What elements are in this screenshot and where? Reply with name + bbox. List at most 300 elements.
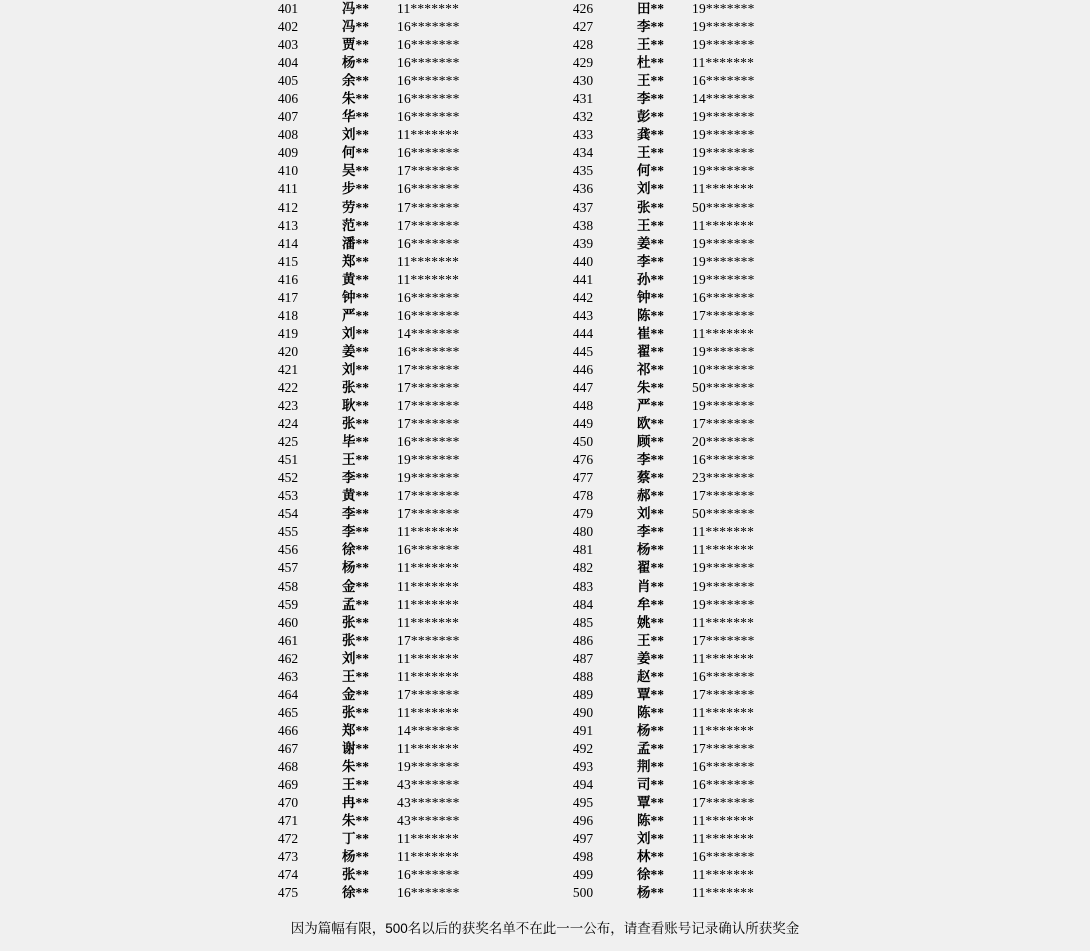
- name-cell-left: 李**: [342, 506, 369, 522]
- name-cell-right: 荆**: [637, 758, 664, 774]
- account-cell-left: 17*******: [397, 361, 460, 377]
- rank-cell-right: 429: [572, 55, 594, 71]
- account-cell-right: 11*******: [692, 542, 755, 558]
- rank-cell-right: 481: [572, 542, 594, 558]
- rank-cell-left: 417: [277, 289, 299, 305]
- account-cell-left: 16*******: [397, 289, 460, 305]
- table-row: [258, 848, 832, 866]
- table-row: [258, 289, 832, 307]
- column-gap: [537, 758, 553, 776]
- name-cell-right: 田**: [637, 1, 664, 17]
- rank-cell-left: 471: [277, 813, 299, 829]
- account-cell-left: 11*******: [397, 1, 460, 17]
- name-cell-right: 蔡**: [637, 470, 664, 486]
- name-cell-right: 陈**: [637, 307, 664, 323]
- account-cell-left: 17*******: [397, 163, 460, 179]
- account-cell-right: 19*******: [692, 253, 755, 269]
- column-gap: [537, 361, 553, 379]
- account-cell-right: 19*******: [692, 1, 755, 17]
- table-row: [258, 632, 832, 650]
- name-cell-left: 张**: [342, 867, 369, 883]
- account-cell-right: 16*******: [692, 668, 755, 684]
- column-gap: [537, 433, 553, 451]
- rank-cell-left: 456: [277, 542, 299, 558]
- account-cell-left: 16*******: [397, 434, 460, 450]
- table-row: [258, 0, 832, 18]
- account-cell-left: 11*******: [397, 127, 460, 143]
- name-cell-right: 杨**: [637, 722, 664, 738]
- name-cell-left: 张**: [342, 614, 369, 630]
- table-row: [258, 271, 832, 289]
- account-cell-right: 11*******: [692, 704, 755, 720]
- column-gap: [537, 379, 553, 397]
- table-row: [258, 866, 832, 884]
- table-row: [258, 523, 832, 541]
- account-cell-left: 11*******: [397, 578, 460, 594]
- name-cell-right: 王**: [637, 217, 664, 233]
- column-gap: [537, 271, 553, 289]
- rank-cell-right: 491: [572, 722, 594, 738]
- table-row: [258, 180, 832, 198]
- name-cell-right: 钟**: [637, 289, 664, 305]
- rank-cell-left: 415: [277, 253, 299, 269]
- account-cell-right: 17*******: [692, 488, 755, 504]
- name-cell-right: 张**: [637, 199, 664, 215]
- name-cell-left: 刘**: [342, 361, 369, 377]
- rank-cell-left: 467: [277, 740, 299, 756]
- column-gap: [537, 596, 553, 614]
- column-gap: [537, 253, 553, 271]
- name-cell-left: 刘**: [342, 325, 369, 341]
- rank-cell-right: 500: [572, 885, 594, 901]
- account-cell-left: 11*******: [397, 740, 460, 756]
- rank-cell-left: 464: [277, 686, 299, 702]
- name-cell-left: 谢**: [342, 740, 369, 756]
- rank-cell-left: 463: [277, 668, 299, 684]
- name-cell-right: 严**: [637, 398, 664, 414]
- rank-cell-right: 493: [572, 758, 594, 774]
- rank-cell-right: 436: [572, 181, 594, 197]
- column-gap: [537, 180, 553, 198]
- account-cell-right: 50*******: [692, 380, 755, 395]
- rank-cell-right: 497: [572, 831, 594, 847]
- name-cell-left: 杨**: [342, 849, 369, 865]
- name-cell-left: 张**: [342, 704, 369, 720]
- rank-cell-right: 433: [572, 127, 594, 143]
- name-cell-right: 覃**: [637, 795, 664, 811]
- column-gap: [537, 884, 553, 902]
- name-cell-right: 姚**: [637, 614, 664, 630]
- column-gap: [537, 559, 553, 577]
- account-cell-left: 16*******: [397, 91, 460, 107]
- name-cell-right: 杨**: [637, 542, 664, 558]
- account-cell-left: 16*******: [397, 885, 460, 901]
- table-row: [258, 776, 832, 794]
- account-cell-right: 19*******: [692, 271, 755, 287]
- account-cell-left: 11*******: [397, 650, 460, 666]
- name-cell-left: 耿**: [342, 398, 369, 414]
- table-row: [258, 307, 832, 325]
- account-cell-left: 43*******: [397, 795, 460, 811]
- rank-cell-right: 440: [572, 253, 594, 269]
- account-cell-left: 16*******: [397, 181, 460, 197]
- account-cell-left: 11*******: [397, 253, 460, 269]
- name-cell-left: 潘**: [342, 235, 369, 251]
- rank-cell-left: 475: [277, 885, 299, 901]
- name-cell-left: 王**: [342, 452, 369, 468]
- table-row: [258, 253, 832, 271]
- name-cell-left: 姜**: [342, 343, 369, 359]
- rank-cell-left: 407: [277, 109, 299, 125]
- rank-cell-right: 448: [572, 398, 594, 414]
- account-cell-left: 17*******: [397, 686, 460, 702]
- rank-cell-right: 477: [572, 470, 594, 486]
- account-cell-left: 11*******: [397, 524, 460, 540]
- account-cell-right: 20*******: [692, 434, 755, 450]
- table-row: [258, 415, 832, 433]
- column-gap: [537, 307, 553, 325]
- account-cell-right: 50*******: [692, 199, 755, 215]
- name-cell-right: 翟**: [637, 560, 664, 576]
- name-cell-right: 翟**: [637, 343, 664, 359]
- name-cell-right: 司**: [637, 777, 664, 793]
- column-gap: [537, 578, 553, 596]
- account-cell-left: 11*******: [397, 849, 460, 865]
- rank-cell-right: 444: [572, 325, 594, 341]
- column-gap: [537, 397, 553, 415]
- rank-cell-left: 413: [277, 217, 299, 233]
- account-cell-right: 17*******: [692, 632, 755, 648]
- name-cell-left: 严**: [342, 307, 369, 323]
- table-row: [258, 361, 832, 379]
- column-gap: [537, 199, 553, 217]
- rank-cell-left: 418: [277, 307, 299, 323]
- name-cell-left: 王**: [342, 777, 369, 793]
- rank-cell-left: 472: [277, 831, 299, 847]
- name-cell-left: 刘**: [342, 127, 369, 143]
- name-cell-left: 刘**: [342, 650, 369, 666]
- rank-cell-left: 411: [278, 181, 298, 197]
- rank-cell-left: 423: [277, 398, 299, 414]
- account-cell-right: 11*******: [692, 813, 755, 829]
- table-row: [258, 379, 832, 397]
- column-gap: [537, 704, 553, 722]
- table-row: [258, 126, 832, 144]
- name-cell-left: 贾**: [342, 37, 369, 53]
- account-cell-right: 19*******: [692, 145, 755, 161]
- rank-cell-left: 404: [277, 55, 299, 71]
- column-gap: [537, 415, 553, 433]
- rank-cell-right: 446: [572, 361, 594, 377]
- rank-cell-right: 450: [572, 434, 594, 450]
- account-cell-right: 19*******: [692, 235, 755, 251]
- column-gap: [537, 668, 553, 686]
- account-cell-left: 17*******: [397, 416, 460, 432]
- account-cell-right: 19*******: [692, 398, 755, 414]
- table-row: [258, 108, 832, 126]
- table-row: [258, 884, 832, 902]
- account-cell-left: 16*******: [397, 109, 460, 125]
- table-row: [258, 830, 832, 848]
- rank-cell-left: 422: [277, 380, 299, 395]
- rank-cell-left: 458: [277, 578, 299, 594]
- name-cell-left: 李**: [342, 524, 369, 540]
- rank-cell-left: 474: [277, 867, 299, 883]
- name-cell-right: 姜**: [637, 235, 664, 251]
- rank-cell-right: 432: [572, 109, 594, 125]
- account-cell-left: 16*******: [397, 867, 460, 883]
- name-cell-right: 彭**: [637, 109, 664, 125]
- table-row: [258, 54, 832, 72]
- name-cell-left: 郑**: [342, 722, 369, 738]
- name-cell-right: 李**: [637, 524, 664, 540]
- account-cell-right: 11*******: [692, 722, 755, 738]
- column-gap: [537, 469, 553, 487]
- rank-cell-right: 490: [572, 704, 594, 720]
- name-cell-left: 丁**: [342, 831, 369, 847]
- column-gap: [537, 776, 553, 794]
- account-cell-left: 11*******: [397, 614, 460, 630]
- column-gap: [537, 162, 553, 180]
- name-cell-right: 李**: [637, 253, 664, 269]
- rank-cell-left: 462: [277, 650, 299, 666]
- column-gap: [537, 90, 553, 108]
- column-gap: [537, 505, 553, 523]
- account-cell-left: 14*******: [397, 325, 460, 341]
- column-gap: [537, 487, 553, 505]
- rank-cell-right: 492: [572, 740, 594, 756]
- name-cell-right: 覃**: [637, 686, 664, 702]
- name-cell-left: 张**: [342, 380, 369, 395]
- account-cell-right: 16*******: [692, 73, 755, 89]
- account-cell-right: 17*******: [692, 307, 755, 323]
- account-cell-left: 16*******: [397, 37, 460, 53]
- rank-cell-right: 427: [572, 19, 594, 35]
- account-cell-right: 19*******: [692, 578, 755, 594]
- table-row: [258, 433, 832, 451]
- name-cell-left: 冯**: [342, 1, 369, 17]
- column-gap: [537, 72, 553, 90]
- name-cell-right: 杨**: [637, 885, 664, 901]
- rank-cell-left: 469: [277, 777, 299, 793]
- table-row: [258, 812, 832, 830]
- rank-cell-right: 489: [572, 686, 594, 702]
- account-cell-left: 17*******: [397, 488, 460, 504]
- name-cell-right: 杜**: [637, 55, 664, 71]
- rank-cell-left: 421: [277, 361, 299, 377]
- rank-cell-left: 460: [277, 614, 299, 630]
- name-cell-left: 冉**: [342, 795, 369, 811]
- account-cell-left: 16*******: [397, 235, 460, 251]
- rank-cell-left: 470: [277, 795, 299, 811]
- column-gap: [537, 343, 553, 361]
- rank-cell-left: 402: [277, 19, 299, 35]
- table-row: [258, 668, 832, 686]
- account-cell-left: 16*******: [397, 343, 460, 359]
- account-cell-right: 19*******: [692, 19, 755, 35]
- table-row: [258, 162, 832, 180]
- account-cell-left: 14*******: [397, 722, 460, 738]
- account-cell-left: 43*******: [397, 777, 460, 793]
- table-row: [258, 36, 832, 54]
- name-cell-left: 朱**: [342, 758, 369, 774]
- column-gap: [537, 632, 553, 650]
- account-cell-right: 11*******: [692, 831, 755, 847]
- column-gap: [537, 614, 553, 632]
- column-gap: [537, 722, 553, 740]
- column-gap: [537, 794, 553, 812]
- rank-cell-right: 499: [572, 867, 594, 883]
- column-gap: [537, 848, 553, 866]
- rank-cell-left: 401: [277, 1, 299, 17]
- account-cell-right: 17*******: [692, 795, 755, 811]
- name-cell-right: 陈**: [637, 813, 664, 829]
- rank-cell-left: 473: [277, 849, 299, 865]
- account-cell-right: 11*******: [692, 650, 755, 666]
- table-row: [258, 541, 832, 559]
- account-cell-right: 19*******: [692, 343, 755, 359]
- name-cell-right: 龚**: [637, 127, 664, 143]
- rank-cell-right: 482: [572, 560, 594, 576]
- table-row: [258, 650, 832, 668]
- name-cell-right: 刘**: [637, 506, 664, 522]
- rank-cell-right: 441: [572, 271, 594, 287]
- rank-cell-left: 420: [277, 343, 299, 359]
- name-cell-left: 杨**: [342, 55, 369, 71]
- name-cell-right: 孟**: [637, 740, 664, 756]
- name-cell-right: 徐**: [637, 867, 664, 883]
- name-cell-right: 林**: [637, 849, 664, 865]
- name-cell-right: 肖**: [637, 578, 664, 594]
- account-cell-left: 16*******: [397, 542, 460, 558]
- table-row: [258, 144, 832, 162]
- table-row: [258, 469, 832, 487]
- table-row: [258, 704, 832, 722]
- name-cell-right: 顾**: [637, 434, 664, 450]
- name-cell-right: 牟**: [637, 596, 664, 612]
- name-cell-right: 祁**: [637, 361, 664, 377]
- column-gap: [537, 54, 553, 72]
- account-cell-right: 19*******: [692, 37, 755, 53]
- account-cell-left: 16*******: [397, 73, 460, 89]
- account-cell-right: 19*******: [692, 109, 755, 125]
- rank-cell-left: 403: [277, 37, 299, 53]
- account-cell-right: 11*******: [692, 867, 755, 883]
- table-row: [258, 614, 832, 632]
- account-cell-right: 19*******: [692, 163, 755, 179]
- column-gap: [537, 451, 553, 469]
- account-cell-left: 17*******: [397, 632, 460, 648]
- rank-cell-left: 454: [277, 506, 299, 522]
- rank-cell-left: 419: [277, 325, 299, 341]
- table-row: [258, 451, 832, 469]
- name-cell-right: 王**: [637, 632, 664, 648]
- table-row: [258, 578, 832, 596]
- name-cell-right: 崔**: [637, 325, 664, 341]
- name-cell-right: 孙**: [637, 271, 664, 287]
- rank-cell-left: 406: [277, 91, 299, 107]
- rank-cell-right: 476: [572, 452, 594, 468]
- rank-cell-right: 445: [572, 343, 594, 359]
- table-row: [258, 217, 832, 235]
- rank-cell-left: 457: [277, 560, 299, 576]
- table-row: [258, 505, 832, 523]
- name-cell-left: 冯**: [342, 19, 369, 35]
- name-cell-left: 钟**: [342, 289, 369, 305]
- column-gap: [537, 0, 553, 18]
- rank-cell-right: 498: [572, 849, 594, 865]
- account-cell-left: 17*******: [397, 506, 460, 522]
- account-cell-right: 11*******: [692, 217, 755, 233]
- name-cell-left: 张**: [342, 632, 369, 648]
- account-cell-right: 11*******: [692, 524, 755, 540]
- rank-cell-right: 438: [572, 217, 594, 233]
- rank-cell-left: 459: [277, 596, 299, 612]
- name-cell-right: 李**: [637, 91, 664, 107]
- account-cell-left: 17*******: [397, 380, 460, 395]
- rank-cell-right: 430: [572, 73, 594, 89]
- rank-cell-right: 443: [572, 307, 594, 323]
- name-cell-left: 朱**: [342, 813, 369, 829]
- table-row: [258, 325, 832, 343]
- table-row: [258, 559, 832, 577]
- rank-cell-right: 479: [572, 506, 594, 522]
- rank-cell-right: 487: [572, 650, 594, 666]
- account-cell-right: 19*******: [692, 560, 755, 576]
- name-cell-left: 华**: [342, 109, 369, 125]
- account-cell-right: 50*******: [692, 506, 755, 522]
- column-gap: [537, 523, 553, 541]
- rank-cell-left: 425: [277, 434, 299, 450]
- rank-cell-left: 453: [277, 488, 299, 504]
- rank-cell-right: 439: [572, 235, 594, 251]
- rank-cell-right: 486: [572, 632, 594, 648]
- rank-cell-right: 483: [572, 578, 594, 594]
- rank-cell-right: 426: [572, 1, 594, 17]
- column-gap: [537, 830, 553, 848]
- account-cell-left: 11*******: [397, 271, 460, 287]
- name-cell-right: 姜**: [637, 650, 664, 666]
- account-cell-left: 11*******: [397, 668, 460, 684]
- winners-table-body: [258, 0, 832, 902]
- account-cell-left: 16*******: [397, 55, 460, 71]
- account-cell-right: 17*******: [692, 740, 755, 756]
- rank-cell-right: 447: [572, 380, 594, 395]
- name-cell-left: 范**: [342, 217, 369, 233]
- table-row: [258, 740, 832, 758]
- column-gap: [537, 217, 553, 235]
- account-cell-right: 17*******: [692, 686, 755, 702]
- account-cell-right: 11*******: [692, 181, 755, 197]
- rank-cell-right: 495: [572, 795, 594, 811]
- name-cell-left: 李**: [342, 470, 369, 486]
- name-cell-right: 李**: [637, 19, 664, 35]
- account-cell-right: 17*******: [692, 416, 755, 432]
- name-cell-left: 毕**: [342, 434, 369, 450]
- rank-cell-right: 494: [572, 777, 594, 793]
- account-cell-right: 11*******: [692, 885, 755, 901]
- rank-cell-left: 416: [277, 271, 299, 287]
- rank-cell-right: 437: [572, 199, 594, 215]
- rank-cell-left: 408: [277, 127, 299, 143]
- account-cell-left: 11*******: [397, 704, 460, 720]
- account-cell-left: 11*******: [397, 831, 460, 847]
- account-cell-left: 17*******: [397, 217, 460, 233]
- column-gap: [537, 289, 553, 307]
- name-cell-left: 步**: [342, 181, 369, 197]
- name-cell-left: 黄**: [342, 271, 369, 287]
- account-cell-right: 16*******: [692, 777, 755, 793]
